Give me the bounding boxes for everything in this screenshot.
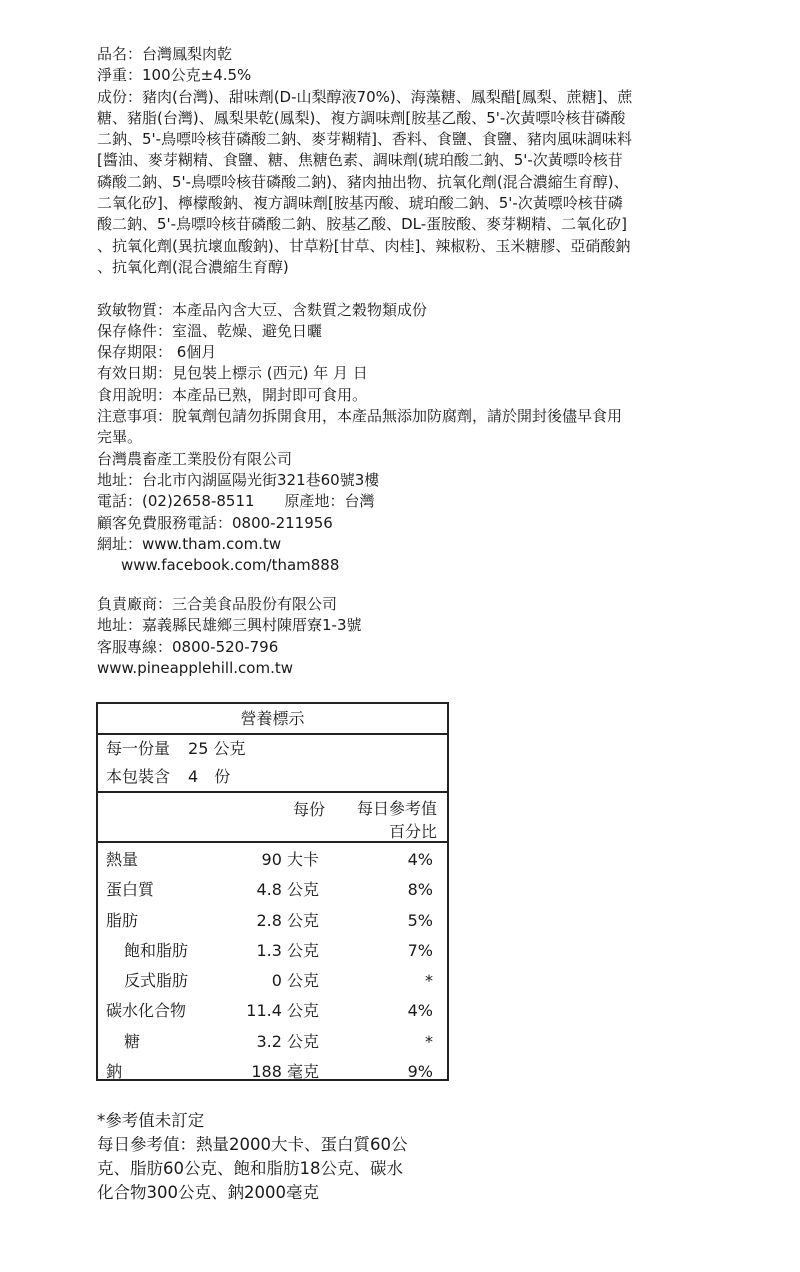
nutrient-row bbox=[98, 996, 447, 1026]
distributor-info bbox=[97, 594, 362, 679]
shelf-life: 保存期限： 6個月 bbox=[97, 343, 217, 362]
ingredients-line: 、抗氧化劑(異抗壞血酸鈉)、甘草粉[甘草、肉桂]、辣椒粉、玉米糖膠、亞硝酸鈉 bbox=[97, 236, 631, 255]
product-name: 品名：台灣鳳梨肉乾 bbox=[97, 45, 233, 63]
nutrient-amount: 4.8 公克 bbox=[256, 880, 319, 900]
servings-label: 本包裝含 bbox=[106, 767, 171, 786]
ingredients-line: 糖、豬脂(台灣)、鳳梨果乾(鳳梨)、複方調味劑[胺基乙酸、5'-次黃嘌呤核苷磷酸 bbox=[97, 108, 626, 127]
footnote-line: 化合物300公克、鈉2000毫克 bbox=[97, 1183, 319, 1202]
nutrient-name: 蛋白質 bbox=[106, 880, 155, 900]
nutrient-name: 糖 bbox=[124, 1031, 141, 1051]
nutrient-name: 飽和脂肪 bbox=[124, 940, 189, 960]
distributor-website: www.pineapplehill.com.tw bbox=[97, 658, 293, 677]
nutrient-daily-percent: * bbox=[425, 1031, 433, 1051]
nutrient-name: 脂肪 bbox=[106, 910, 139, 930]
manufacturer-facebook: www.facebook.com/tham888 bbox=[121, 556, 340, 575]
nutrient-row bbox=[98, 1057, 447, 1087]
nutrient-name: 鈉 bbox=[106, 1062, 123, 1082]
nutrient-amount: 2.8 公克 bbox=[256, 910, 319, 930]
spacer bbox=[97, 278, 667, 299]
footnote-line: 克、脂肪60公克、飽和脂肪18公克、碳水 bbox=[97, 1159, 403, 1178]
servings-value: 4 份 bbox=[188, 767, 231, 786]
nutrient-row bbox=[98, 906, 447, 936]
nutrient-rows bbox=[98, 843, 447, 1087]
nutrition-footnote bbox=[97, 1109, 442, 1205]
net-weight: 淨重：100公克±4.5% bbox=[97, 66, 252, 85]
nutrient-amount: 11.4 公克 bbox=[246, 1001, 319, 1021]
nutrient-row bbox=[98, 1027, 447, 1057]
ingredients-line: 成份：豬肉(台灣)、甜味劑(D-山梨醇液70%)、海藻糖、鳳梨醋[鳳梨、蔗糖]、蔗 bbox=[97, 87, 633, 106]
usage-instructions: 食用說明：本產品已熟，開封即可食用。 bbox=[97, 385, 368, 404]
nutrient-name: 熱量 bbox=[106, 850, 139, 869]
nutrient-daily-percent: 9% bbox=[407, 1062, 433, 1082]
nutrient-amount: 1.3 公克 bbox=[256, 940, 319, 960]
nutrient-name: 碳水化合物 bbox=[106, 1001, 187, 1021]
ingredients-line: [醬油、麥芽糊精、食鹽、糖、焦糖色素、調味劑(琥珀酸二鈉、5'-次黃嘌呤核苷 bbox=[97, 151, 623, 170]
nutrient-daily-percent: * bbox=[425, 971, 433, 991]
serving-size-row bbox=[106, 735, 447, 763]
manufacturer-company: 台灣農畜產工業股份有限公司 bbox=[97, 449, 293, 468]
ingredients-line: 二氧化矽]、檸檬酸鈉、複方調味劑[胺基丙酸、琥珀酸二鈉、5'-次黃嘌呤核苷磷 bbox=[97, 194, 623, 213]
nutrition-title: 營養標示 bbox=[98, 704, 447, 735]
nutrient-row bbox=[98, 845, 447, 875]
footnote-line: 每日參考值：熱量2000大卡、蛋白質60公 bbox=[97, 1135, 408, 1154]
nutrition-column-headers bbox=[98, 793, 447, 843]
daily-value-header bbox=[357, 797, 437, 843]
nutrient-daily-percent: 7% bbox=[407, 940, 433, 960]
footnote-line: *參考值未訂定 bbox=[97, 1111, 205, 1130]
nutrient-daily-percent: 4% bbox=[407, 1001, 433, 1021]
ingredients-line: 磷酸二鈉、5'-鳥嘌呤核苷磷酸二鈉)、豬肉抽出物、抗氧化劑(混合濃縮生育醇)、 bbox=[97, 172, 629, 191]
ingredients-line: 二鈉、5'-鳥嘌呤核苷磷酸二鈉、麥芽糊精]、香料、食鹽、食鹽、豬肉風味調味料 bbox=[97, 130, 632, 149]
nutrient-row bbox=[98, 875, 447, 905]
expiry-date: 有效日期：見包裝上標示 (西元) 年 月 日 bbox=[97, 364, 368, 383]
per-serving-header: 每份 bbox=[292, 800, 325, 819]
product-info bbox=[97, 44, 667, 576]
distributor-company: 負責廠商：三合美食品股份有限公司 bbox=[97, 595, 338, 613]
nutrient-row bbox=[98, 936, 447, 966]
nutrient-name: 反式脂肪 bbox=[124, 971, 189, 991]
nutrient-amount: 3.2 公克 bbox=[256, 1031, 319, 1051]
distributor-address: 地址：嘉義縣民雄鄉三興村陳厝寮1-3號 bbox=[97, 616, 362, 635]
nutrition-facts-table bbox=[96, 702, 449, 1081]
manufacturer-phone-origin: 電話：(02)2658-8511 原產地：台灣 bbox=[97, 492, 375, 511]
notice-line: 注意事項：脫氧劑包請勿拆開食用，本產品無添加防腐劑，請於開封後儘早食用 bbox=[97, 407, 623, 426]
ingredients-line: 酸二鈉、5'-鳥嘌呤核苷磷酸二鈉、胺基乙酸、DL-蛋胺酸、麥芽糊精、二氧化矽] bbox=[97, 215, 627, 234]
storage-conditions: 保存條件：室溫、乾燥、避免日曬 bbox=[97, 321, 323, 340]
daily-value-header-line1: 每日參考值 bbox=[356, 799, 437, 818]
nutrient-amount: 0 公克 bbox=[271, 971, 319, 991]
nutrient-daily-percent: 4% bbox=[407, 850, 433, 869]
serving-size-label: 每一份量 bbox=[106, 739, 171, 758]
ingredients-line: 、抗氧化劑(混合濃縮生育醇) bbox=[97, 257, 289, 276]
nutrient-daily-percent: 5% bbox=[407, 910, 433, 930]
manufacturer-website: 網址：www.tham.com.tw bbox=[97, 534, 282, 553]
nutrient-amount: 90 大卡 bbox=[261, 850, 319, 869]
servings-per-package-row bbox=[106, 763, 447, 791]
nutrient-row bbox=[98, 966, 447, 996]
manufacturer-address: 地址：台北市內湖區陽光街321巷60號3樓 bbox=[97, 470, 380, 489]
nutrient-daily-percent: 8% bbox=[407, 880, 433, 900]
nutrient-amount: 188 毫克 bbox=[251, 1062, 319, 1082]
serving-info bbox=[98, 735, 447, 793]
allergen-info: 致敏物質：本產品內含大豆、含麩質之穀物類成份 bbox=[97, 300, 428, 319]
notice-line: 完畢。 bbox=[97, 428, 143, 447]
customer-hotline: 顧客免費服務電話：0800-211956 bbox=[97, 513, 333, 532]
daily-value-header-line2: 百分比 bbox=[388, 822, 437, 841]
distributor-service: 客服專線：0800-520-796 bbox=[97, 637, 279, 656]
serving-size-value: 25 公克 bbox=[188, 739, 246, 758]
